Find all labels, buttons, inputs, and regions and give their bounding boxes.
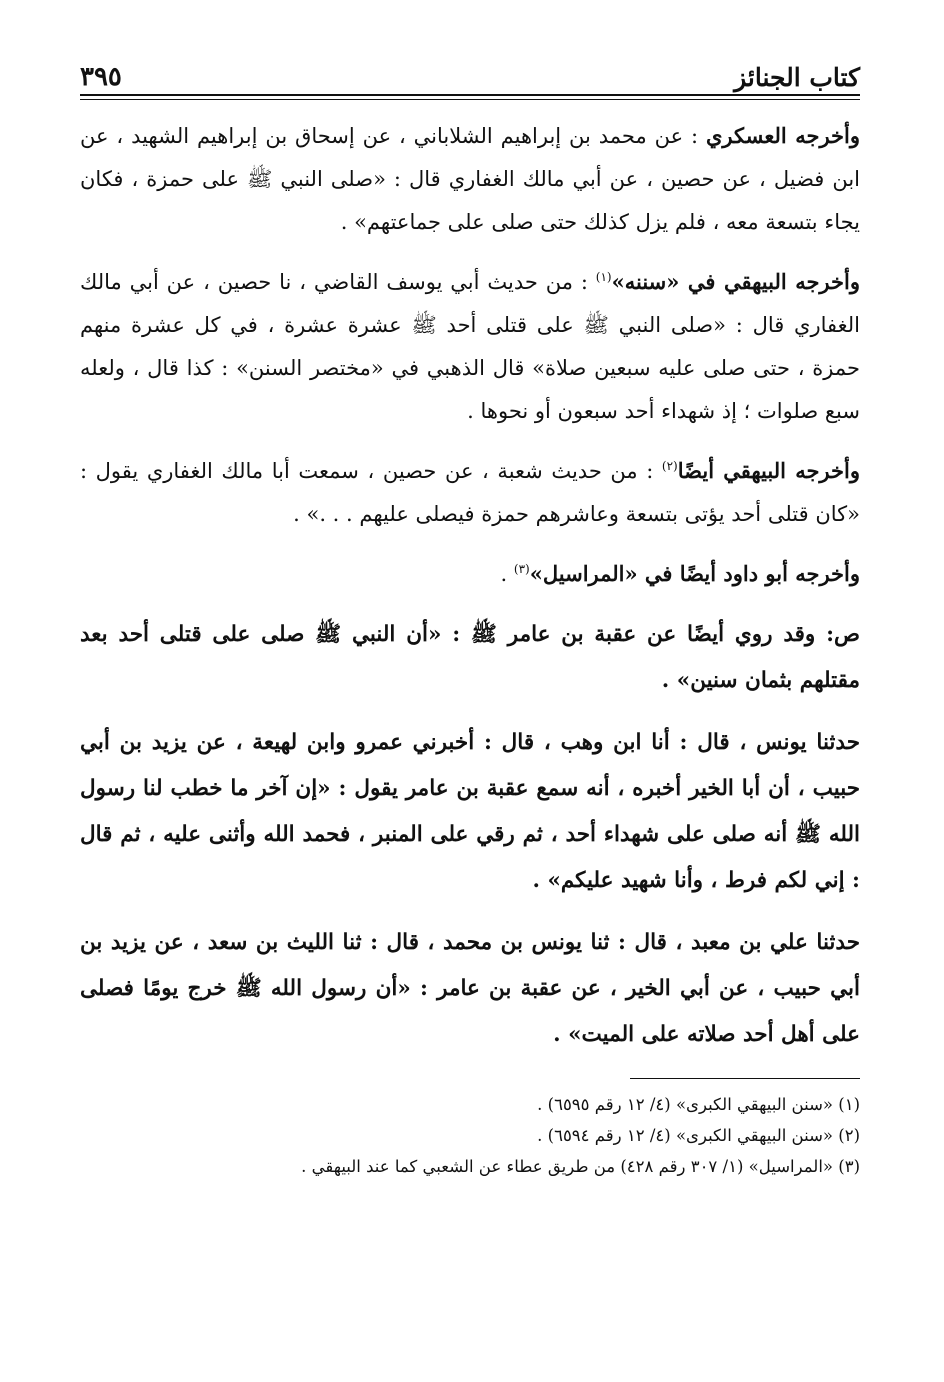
paragraph-askari — [80, 114, 860, 244]
footnote-ref[interactable]: (٣) — [513, 562, 530, 576]
main-text-hadith-2: حدثنا علي بن معبد ، قال : ثنا يونس بن محمد ، قال : ثنا الليث بن سعد ، عن يزيد بن أبي حبيب ، عن أبي الخير ، عن عقبة بن عامر : «أن رسول الله ﷺ خرج يومًا فصلى على أهل أحد صلاته على الميت» . — [80, 930, 860, 1047]
paragraph-lead: وأخرجه أبو داود أيضًا في «المراسيل» — [529, 561, 860, 586]
footnote-2: (٢) «سنن البيهقي الكبرى» (٤/ ١٢ رقم ٦٥٩٤) . — [537, 1126, 860, 1145]
paragraph-lead: وأخرجه العسكري — [705, 123, 860, 148]
paragraph-text: : من حديث شعبة ، عن حصين ، سمعت أبا مالك الغفاري يقول : «كان قتلى أحد يؤتى بتسعة وعاشرهم حمزة فيصلى عليهم . . .» . — [80, 459, 860, 526]
main-text-statement: ص: وقد روي أيضًا عن عقبة بن عامر ﷺ : «أن النبي ﷺ صلى على قتلى أحد بعد مقتلهم بثمان سنين» . — [80, 622, 860, 693]
footnote-3: (٣) «المراسيل» (١/ ٣٠٧ رقم ٤٢٨) من طريق عطاء عن الشعبي كما عند البيهقي . — [301, 1157, 860, 1176]
footnote-separator — [630, 1078, 860, 1079]
book-page — [80, 48, 860, 1182]
paragraph-bayhaqi-also — [80, 449, 860, 536]
page-number: ٣٩٥ — [80, 62, 122, 92]
paragraph-abu-dawud — [80, 552, 860, 596]
paragraph-text: : من حديث أبي يوسف القاضي ، نا حصين ، عن أبي مالك الغفاري قال : «صلى النبي ﷺ على قتلى أحد ﷺ عشرة عشرة ، في كل عشرة منهم حمزة ، حتى صلى عليه سبعين صلاة» قال الذهبي في «مختصر السنن» : كذا قال ، ولعله سبع صلوات ؛ إذ شهداء أحد سبعون أو نحوها . — [80, 270, 860, 423]
header-rule-thin — [80, 99, 860, 100]
main-text-hadith-1: حدثنا يونس ، قال : أنا ابن وهب ، قال : أخبرني عمرو وابن لهيعة ، عن يزيد بن أبي حبيب ، أن أبا الخير أخبره ، أنه سمع عقبة بن عامر يقول : «إن آخر ما خطب لنا رسول الله ﷺ أنه صلى على شهداء أحد ، ثم رقي على المنبر ، فحمد الله وأثنى عليه ، ثم قال : إني لكم فرط ، وأنا شهيد عليكم» . — [80, 730, 860, 893]
paragraph-lead: وأخرجه البيهقي أيضًا — [677, 458, 860, 483]
paragraph-text: : عن محمد بن إبراهيم الشلاباني ، عن إسحاق بن إبراهيم الشهيد ، عن ابن فضيل ، عن حصين ، عن أبي مالك الغفاري قال : «صلى النبي ﷺ على حمزة ، فكان يجاء بتسعة معه ، فلم يزل كذلك حتى صلى على جماعتهم» . — [80, 124, 860, 234]
running-header — [80, 48, 860, 92]
footnote-1: (١) «سنن البيهقي الكبرى» (٤/ ١٢ رقم ٦٥٩٥) . — [537, 1095, 860, 1114]
footnote-ref[interactable]: (٢) — [661, 459, 678, 473]
paragraph-lead: وأخرجه البيهقي في «سننه» — [611, 269, 860, 294]
footnote-ref[interactable]: (١) — [595, 270, 612, 284]
header-rule-thick — [80, 94, 860, 96]
chapter-title: كتاب الجنائز — [734, 63, 860, 92]
paragraph-bayhaqi-sunan — [80, 260, 860, 433]
paragraph-text: . — [500, 562, 514, 586]
